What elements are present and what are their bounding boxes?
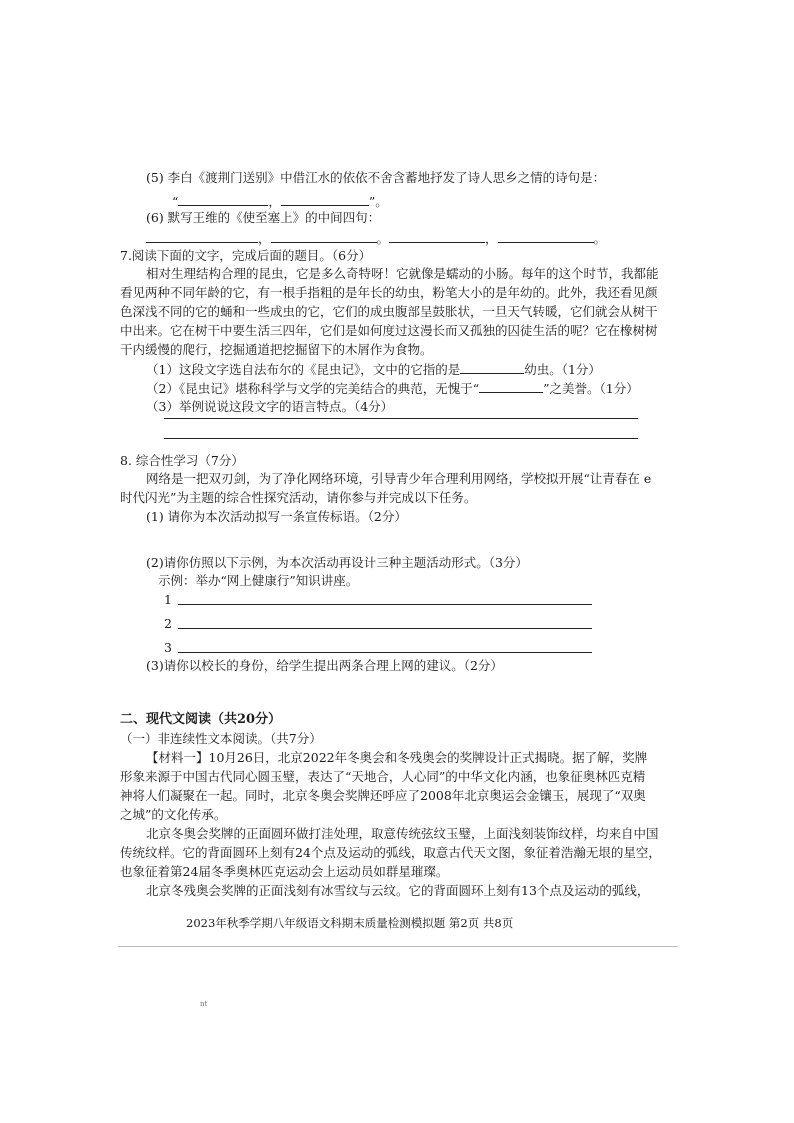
q6-blank-2[interactable]: [271, 230, 377, 243]
q5-blank-2[interactable]: [281, 193, 369, 206]
q8-intro-2: 时代闪光”为主题的综合性探究活动，请你参与并完成以下任务。: [120, 490, 477, 505]
q6-period-1: 。: [376, 231, 390, 246]
q8-item-rule-3[interactable]: [178, 652, 592, 653]
q7-passage-line: 中出来。它在树干中要生活三四年，它们是如何度过这漫长而又孤独的囚徒生活的呢？它在橡树树: [120, 323, 658, 338]
q6-comma-1: ，: [258, 231, 271, 246]
q8-sub2: (2)请你仿照以下示例，为本次活动再设计三种主题活动形式。（3分）: [146, 555, 528, 570]
q8-sub3: (3)请你以校长的身份，给学生提出两条合理上网的建议。（2分）: [146, 658, 503, 673]
q8-intro-1: 网络是一把双刃剑，为了净化网络环境，引导青少年合理利用网络，学校拟开展“让青春在 e: [146, 471, 652, 486]
q8-example: 示例：举办“网上健康行”知识讲座。: [158, 573, 359, 588]
q8-item-number-3: 3: [164, 640, 172, 655]
section2-part1: （一）非连续性文本阅读。（共7分）: [120, 731, 322, 746]
q5-comma: ，: [268, 194, 281, 209]
q6-prompt: (6) 默写王维的《使至塞上》的中间四句：: [146, 210, 381, 225]
q5-close-quote: ”。: [368, 194, 388, 209]
q8-sub1: (1) 请你为本次活动拟写一条宣传标语。（2分）: [146, 509, 407, 524]
q7-sub2-blank[interactable]: [479, 380, 543, 393]
q7-sub2-tail: ”之美誉。（1分）: [543, 381, 639, 396]
q7-answer-rule-1[interactable]: [164, 418, 638, 419]
q6-blank-4[interactable]: [498, 230, 594, 243]
q5-open-quote: “: [172, 194, 179, 209]
q6-comma-2: ，: [485, 231, 498, 246]
q6-period-2: 。: [593, 231, 607, 246]
section2-heading: 二、现代文阅读（共20分）: [120, 712, 282, 727]
material-paragraph-line: 北京冬残奥会奖牌的正面浅刻有冰雪纹与云纹。它的背面圆环上刻有13个点及运动的弧线，: [146, 883, 650, 898]
material-paragraph-line: 也象征着第24届冬季奥林匹克运动会上运动员如群星璀璨。: [120, 864, 449, 879]
material-paragraph-line: 北京冬奥会奖牌的正面圆环做打洼处理，取意传统弦纹玉璧，上面浅刻装饰纹样，均来自中国: [146, 826, 659, 841]
q7-heading: 7.阅读下面的文字，完成后面的题目。（6分）: [120, 248, 372, 263]
material-paragraph-line: 【材料一】10月26日，北京2022年冬奥会和冬残奥会的奖牌设计正式揭晓。据了解，奖牌: [146, 750, 648, 765]
q7-sub3: （3）举例说说这段文字的语言特点。（4分）: [146, 399, 394, 414]
q7-passage-line: 色深浅不同的它的蛹和一些成虫的它，它们的成虫腹部呈鼓胀状，一旦天气转暖，它们就会从树干: [120, 304, 658, 319]
q8-item-number-1: 1: [164, 592, 172, 607]
q7-sub1-text: （1）这段文字选自法布尔的《昆虫记》，文中的它指的是: [146, 362, 461, 377]
q7-passage-line: 看见两种不同年龄的它，有一根手指粗的是年长的幼虫，粉笔大小的是年幼的。此外，我还看见颜: [120, 285, 658, 300]
q8-item-rule-1[interactable]: [178, 604, 592, 605]
q8-heading: 8. 综合性学习（7分）: [120, 453, 244, 468]
q6-blank-1[interactable]: [146, 230, 258, 243]
material-paragraph-line: 形象来源于中国古代同心圆玉璧，表达了“天地合，人心同”的中华文化内涵，也象征奥林匹克精: [120, 769, 646, 784]
q7-passage-line: 干内缓慢的爬行，挖掘通道把挖掘留下的木屑作为食物。: [120, 342, 433, 357]
q7-sub2: [146, 380, 639, 397]
scan-artifact-mark: nt: [200, 1000, 208, 1008]
q6-blank-3[interactable]: [389, 230, 485, 243]
q8-item-number-2: 2: [164, 616, 172, 631]
q7-passage-line: 相对生理结构合理的昆虫，它是多么奇特呀！它就像是蠕动的小肠。每年的这个时节，我都能: [146, 266, 659, 281]
q5-answer-line: [172, 193, 388, 210]
q5-blank-1[interactable]: [178, 193, 268, 206]
q7-sub2-text: （2）《昆虫记》堪称科学与文学的完美结合的典范，无愧于“: [146, 381, 480, 396]
material-paragraph-line: 神将人们凝聚在一起。同时，北京冬奥会奖牌还呼应了2008年北京奥运会金镶玉，展现了“双奥: [120, 788, 646, 803]
material-paragraph-line: 传统纹样。它的背面圆环上刻有24个点及运动的弧线，取意古代天文图，象征着浩瀚无垠的星空，: [120, 845, 661, 860]
page-footer: 2023年秋季学期八年级语文科期末质量检测模拟题 第2页 共8页: [186, 916, 514, 930]
q7-sub1-blank[interactable]: [460, 361, 524, 374]
q5-prompt: (5) 李白《渡荆门送别》中借江水的依依不舍含蓄地抒发了诗人思乡之情的诗句是：: [146, 170, 606, 185]
q7-sub1: [146, 361, 601, 378]
material-paragraph-line: 之城”的文化传承。: [120, 807, 227, 822]
q8-item-rule-2[interactable]: [178, 628, 592, 629]
q7-sub1-tail: 幼虫。（1分）: [524, 362, 601, 377]
q6-answer-line: [146, 230, 606, 247]
q7-answer-rule-2[interactable]: [164, 438, 638, 439]
scan-artifact-line: [118, 946, 678, 947]
